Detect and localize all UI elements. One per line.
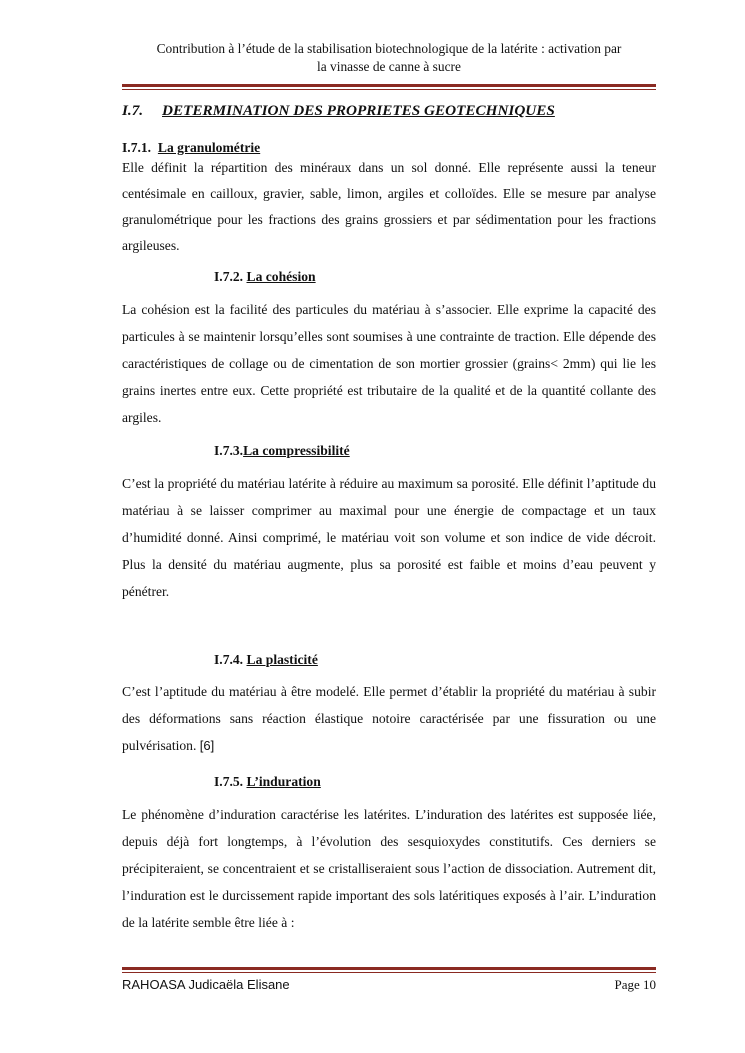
header-rule-thick [122, 84, 656, 87]
subsection-heading-induration [122, 773, 656, 791]
header-rule-thin [122, 89, 656, 90]
running-header [122, 40, 656, 76]
section-title: DETERMINATION DES PROPRIETES GEOTECHNIQUES [162, 102, 555, 119]
subsection-title: La cohésion [246, 269, 316, 284]
footer-rule-thin [122, 972, 656, 973]
subsection-heading-compressibilite [122, 442, 656, 460]
paragraph-induration: Le phénomène d’induration caractérise les latérites. L’induration des latérites est supposée liée, depuis déjà fort longtemps, à l’évolution des sesquioxydes constitutifs. Ces derniers se précipiteraient, se concentraient et se cristalliseraient sous l’action de dissociation. Autrement dit, l’induration est le durcissement rapide important des sols latéritiques exposés à l’air. L’induration de la latérite semble être liée à : [122, 807, 656, 930]
subsection-number: I.7.3. [214, 443, 244, 458]
paragraph-granulometrie: Elle définit la répartition des minéraux dans un sol donné. Elle représente aussi la teneur centésimale en cailloux, gravier, sable, limon, argiles et colloïdes. Elle se mesure par analyse granulométrique pour les fractions des grains grossiers et par sédimentation pour les fractions argileuses. [122, 160, 656, 253]
running-header-line-2: la vinasse de canne à sucre [317, 59, 461, 74]
subsection-number: I.7.1. [122, 140, 152, 155]
subsection-heading-cohesion [122, 268, 656, 286]
page-number: Page 10 [614, 977, 656, 992]
subsection-title: L’induration [246, 774, 321, 789]
footer-rule-thick [122, 967, 656, 970]
subsection-number: I.7.5. [214, 774, 244, 789]
paragraph-cohesion: La cohésion est la facilité des particules du matériau à s’associer. Elle exprime la capacité des particules à se maintenir lorsqu’elles sont soumises à une contrainte de traction. Elle dépende des caractéristiques de collage ou de cimentation de son mortier grossier (grains< 2mm) qui lie les grains inertes entre eux. Cette propriété est tributaire de la qualité et de la quantité collante des argiles. [122, 302, 656, 425]
paragraph-plasticite [122, 678, 656, 759]
paragraph-compressibilite: C’est la propriété du matériau latérite à réduire au maximum sa porosité. Elle définit l’aptitude du matériau à se laisser comprimer au maximal pour une énergie de compactage et un taux d’humidité donné. Ainsi comprimé, le matériau voit son volume et son indice de vide décroit. Plus la densité du matériau augmente, plus sa porosité est faible et moins d’eau peuvent y pénétrer. [122, 476, 656, 599]
subsection-title: La plasticité [246, 652, 318, 667]
page-content [122, 101, 656, 936]
paragraph-plasticite-text: C’est l’aptitude du matériau à être modelé. Elle permet d’établir la propriété du matériau à subir des déformations sans réaction élastique notoire caractérisée par une fissuration ou une pulvérisation. [122, 684, 656, 753]
citation-reference: [6] [199, 738, 215, 753]
section-heading [122, 101, 656, 121]
subsection-title: La compressibilité [243, 443, 350, 458]
subsection-number: I.7.2. [214, 269, 244, 284]
subsection-number: I.7.4. [214, 652, 244, 667]
subsection-title: La granulométrie [157, 140, 261, 155]
footer-author: RAHOASA Judicaëla Elisane [122, 977, 290, 992]
running-header-line-1: Contribution à l’étude de la stabilisation biotechnologique de la latérite : activation par [156, 41, 622, 56]
subsection-heading-plasticite [122, 651, 656, 669]
section-number: I.7. [122, 102, 144, 119]
